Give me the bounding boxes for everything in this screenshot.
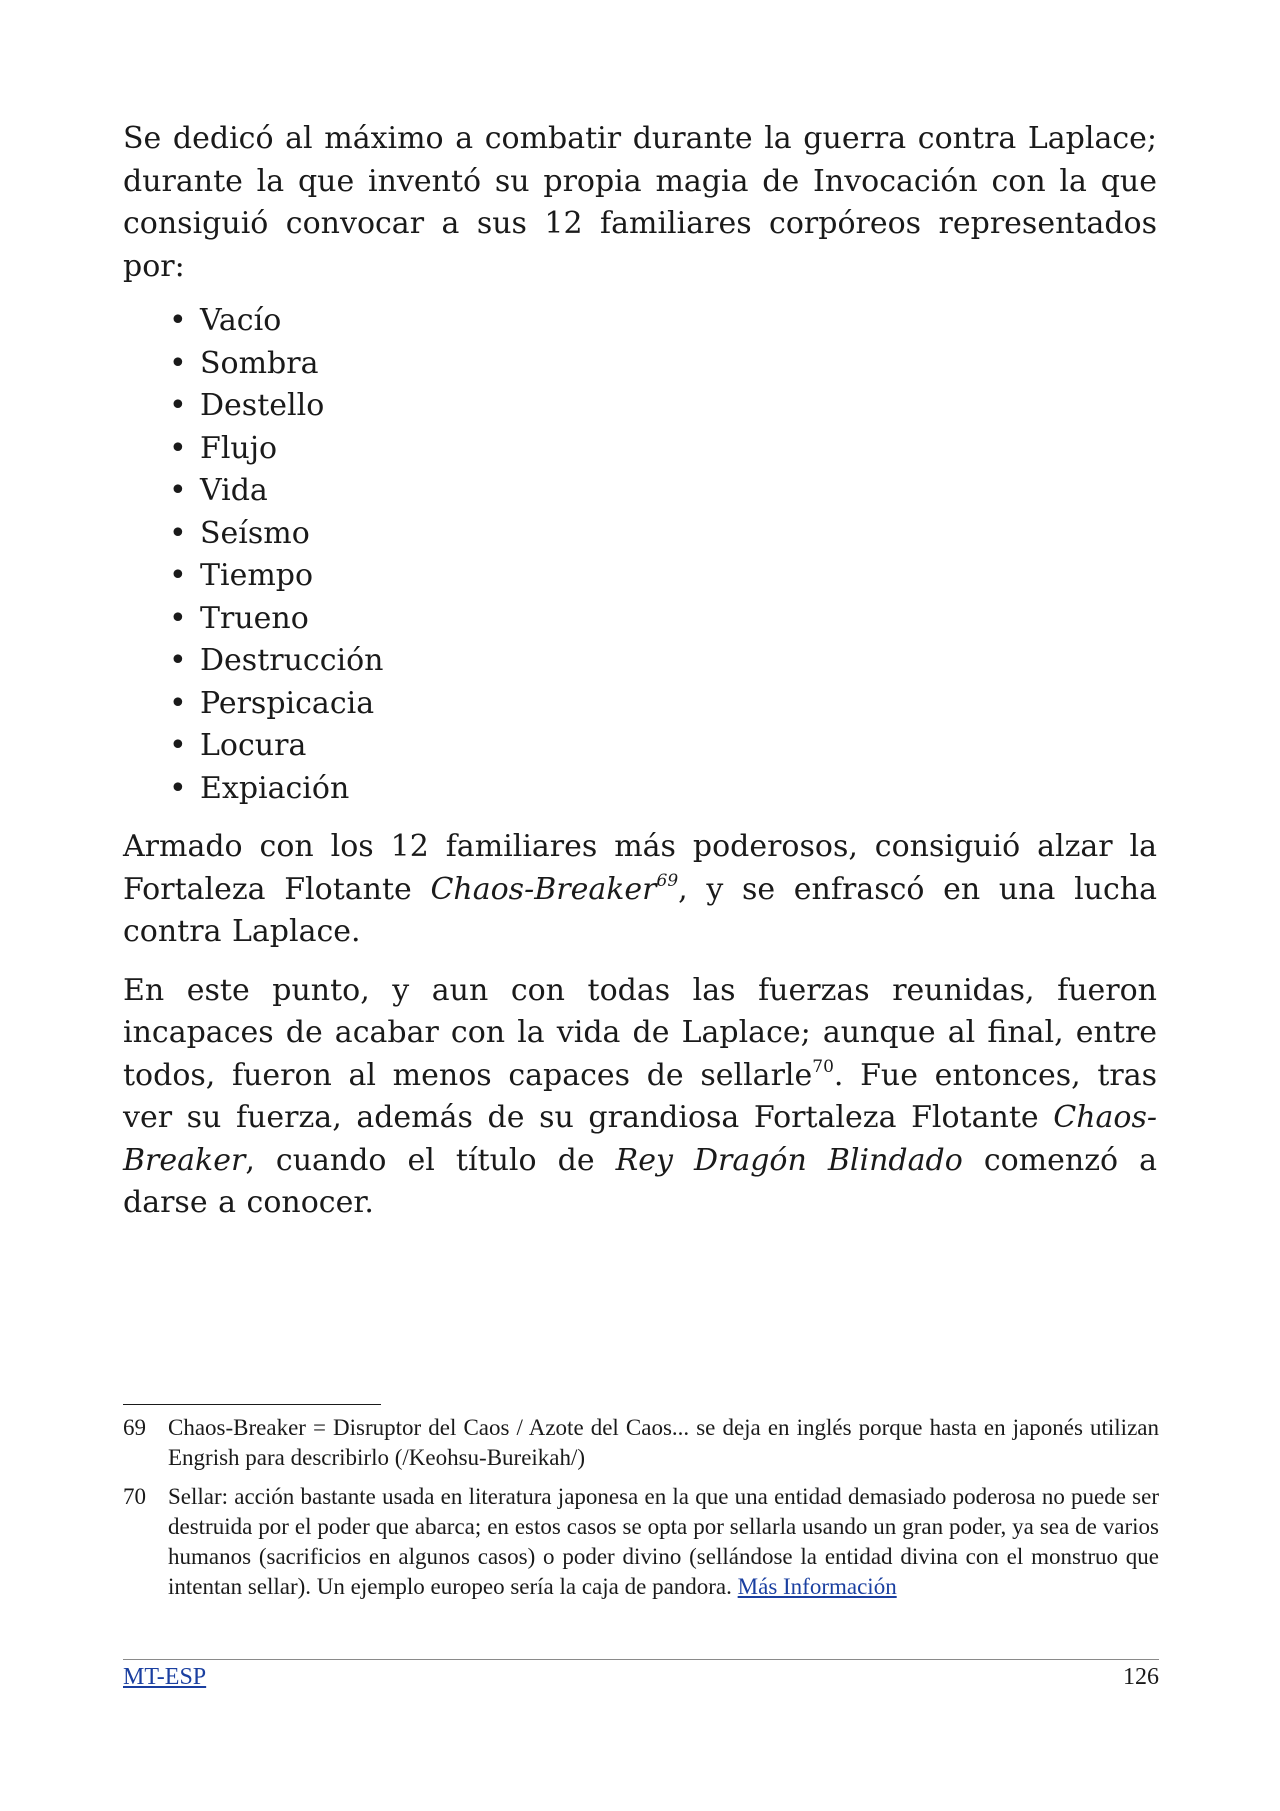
page-body xyxy=(123,118,1157,1225)
footnote-number: 70 xyxy=(123,1484,146,1509)
bullet-icon: • xyxy=(169,303,187,338)
text-span: Armado con los 12 familiares más poderosos, consiguió alzar la Fortaleza Flotante xyxy=(123,829,1157,907)
familiar-name: Seísmo xyxy=(200,515,310,551)
text-span: . Fue entonces, tras ver su fuerza, además de su grandiosa Fortaleza Flotante xyxy=(123,1057,1158,1135)
familiar-name: Trueno xyxy=(200,600,309,636)
footnote-text: Sellar: acción bastante usada en literatura japonesa en la que una entidad demasiado poderosa no puede ser destruida por el poder que abarca; en estos casos se opta por sellarla usando un gran poder, ya sea de varios humanos (sacrificios en algunos casos) o poder divino (sellándose la entidad divina con el monstruo que intentan sellar). Un ejemplo europeo sería la caja de pandora. xyxy=(168,1484,1159,1599)
footnotes xyxy=(123,1404,1159,1611)
familiar-name: Destello xyxy=(200,388,325,423)
footnote-70 xyxy=(123,1482,1159,1602)
bullet-icon: • xyxy=(169,473,187,508)
familiar-name: Perspicacia xyxy=(200,685,375,721)
bullet-icon: • xyxy=(169,345,187,381)
list-item xyxy=(169,598,1157,641)
footnote-ref-69[interactable]: 69 xyxy=(656,870,679,891)
text-span: En este punto, y aun con todas las fuerzas reunidas, fueron incapaces de acabar con la vida de Laplace; aunque al final, entre todos, fueron al menos capaces de sellarle xyxy=(123,972,1157,1093)
bullet-icon: • xyxy=(169,600,187,636)
list-item xyxy=(169,470,1157,513)
footnote-divider xyxy=(123,1404,381,1405)
text-span: comenzó a darse a conocer. xyxy=(123,1142,1157,1220)
list-item xyxy=(169,640,1157,683)
bullet-icon: • xyxy=(169,728,187,763)
list-item xyxy=(169,428,1157,471)
chaos-breaker-title: Chaos-Breaker xyxy=(123,1100,1157,1178)
armed-paragraph xyxy=(123,826,1157,954)
footnote-ref-70[interactable]: 70 xyxy=(812,1056,834,1077)
chaos-breaker-title: Chaos-Breaker xyxy=(430,871,657,907)
page-number: 126 xyxy=(1123,1664,1159,1690)
familiars-list xyxy=(123,300,1157,810)
sealing-paragraph xyxy=(123,970,1157,1225)
familiar-name: Flujo xyxy=(200,430,278,466)
bullet-icon: • xyxy=(169,558,187,593)
footnote-69 xyxy=(123,1413,1159,1473)
list-item xyxy=(169,300,1157,343)
list-item xyxy=(169,385,1157,428)
text-span: , y se enfrascó en una lucha contra Laplace. xyxy=(123,871,1157,949)
list-item xyxy=(169,683,1157,726)
king-title: Rey Dragón Blindado xyxy=(615,1142,963,1178)
familiar-name: Vida xyxy=(200,473,268,508)
familiar-name: Locura xyxy=(200,728,307,763)
list-item xyxy=(169,725,1157,768)
page-footer xyxy=(123,1659,1159,1692)
text-span: , cuando el título de xyxy=(245,1142,616,1178)
list-item xyxy=(169,555,1157,598)
list-item xyxy=(169,343,1157,386)
bullet-icon: • xyxy=(169,515,187,551)
intro-paragraph: Se dedicó al máximo a combatir durante la guerra contra Laplace; durante la que inventó su propia magia de Invocación con la que consiguió convocar a sus 12 familiares corpóreos representados por: xyxy=(123,121,1157,284)
footnote-number: 69 xyxy=(123,1415,146,1440)
list-item xyxy=(169,768,1157,811)
bullet-icon: • xyxy=(169,388,187,423)
familiar-name: Vacío xyxy=(200,303,282,338)
bullet-icon: • xyxy=(169,643,187,678)
footnote-body xyxy=(168,1482,1159,1602)
familiar-name: Destrucción xyxy=(200,643,384,678)
familiar-name: Tiempo xyxy=(200,558,314,593)
site-link[interactable]: MT-ESP xyxy=(123,1664,207,1690)
bullet-icon: • xyxy=(169,770,187,806)
familiar-name: Sombra xyxy=(200,345,319,381)
more-info-link[interactable]: Más Información xyxy=(737,1574,897,1599)
footnote-text: Chaos-Breaker = Disruptor del Caos / Azote del Caos... se deja en inglés porque hasta en japonés utilizan Engrish para describirlo (/Keohsu-Bureikah/) xyxy=(168,1415,1159,1470)
familiar-name: Expiación xyxy=(200,770,350,806)
bullet-icon: • xyxy=(169,430,187,466)
list-item xyxy=(169,513,1157,556)
bullet-icon: • xyxy=(169,685,187,721)
